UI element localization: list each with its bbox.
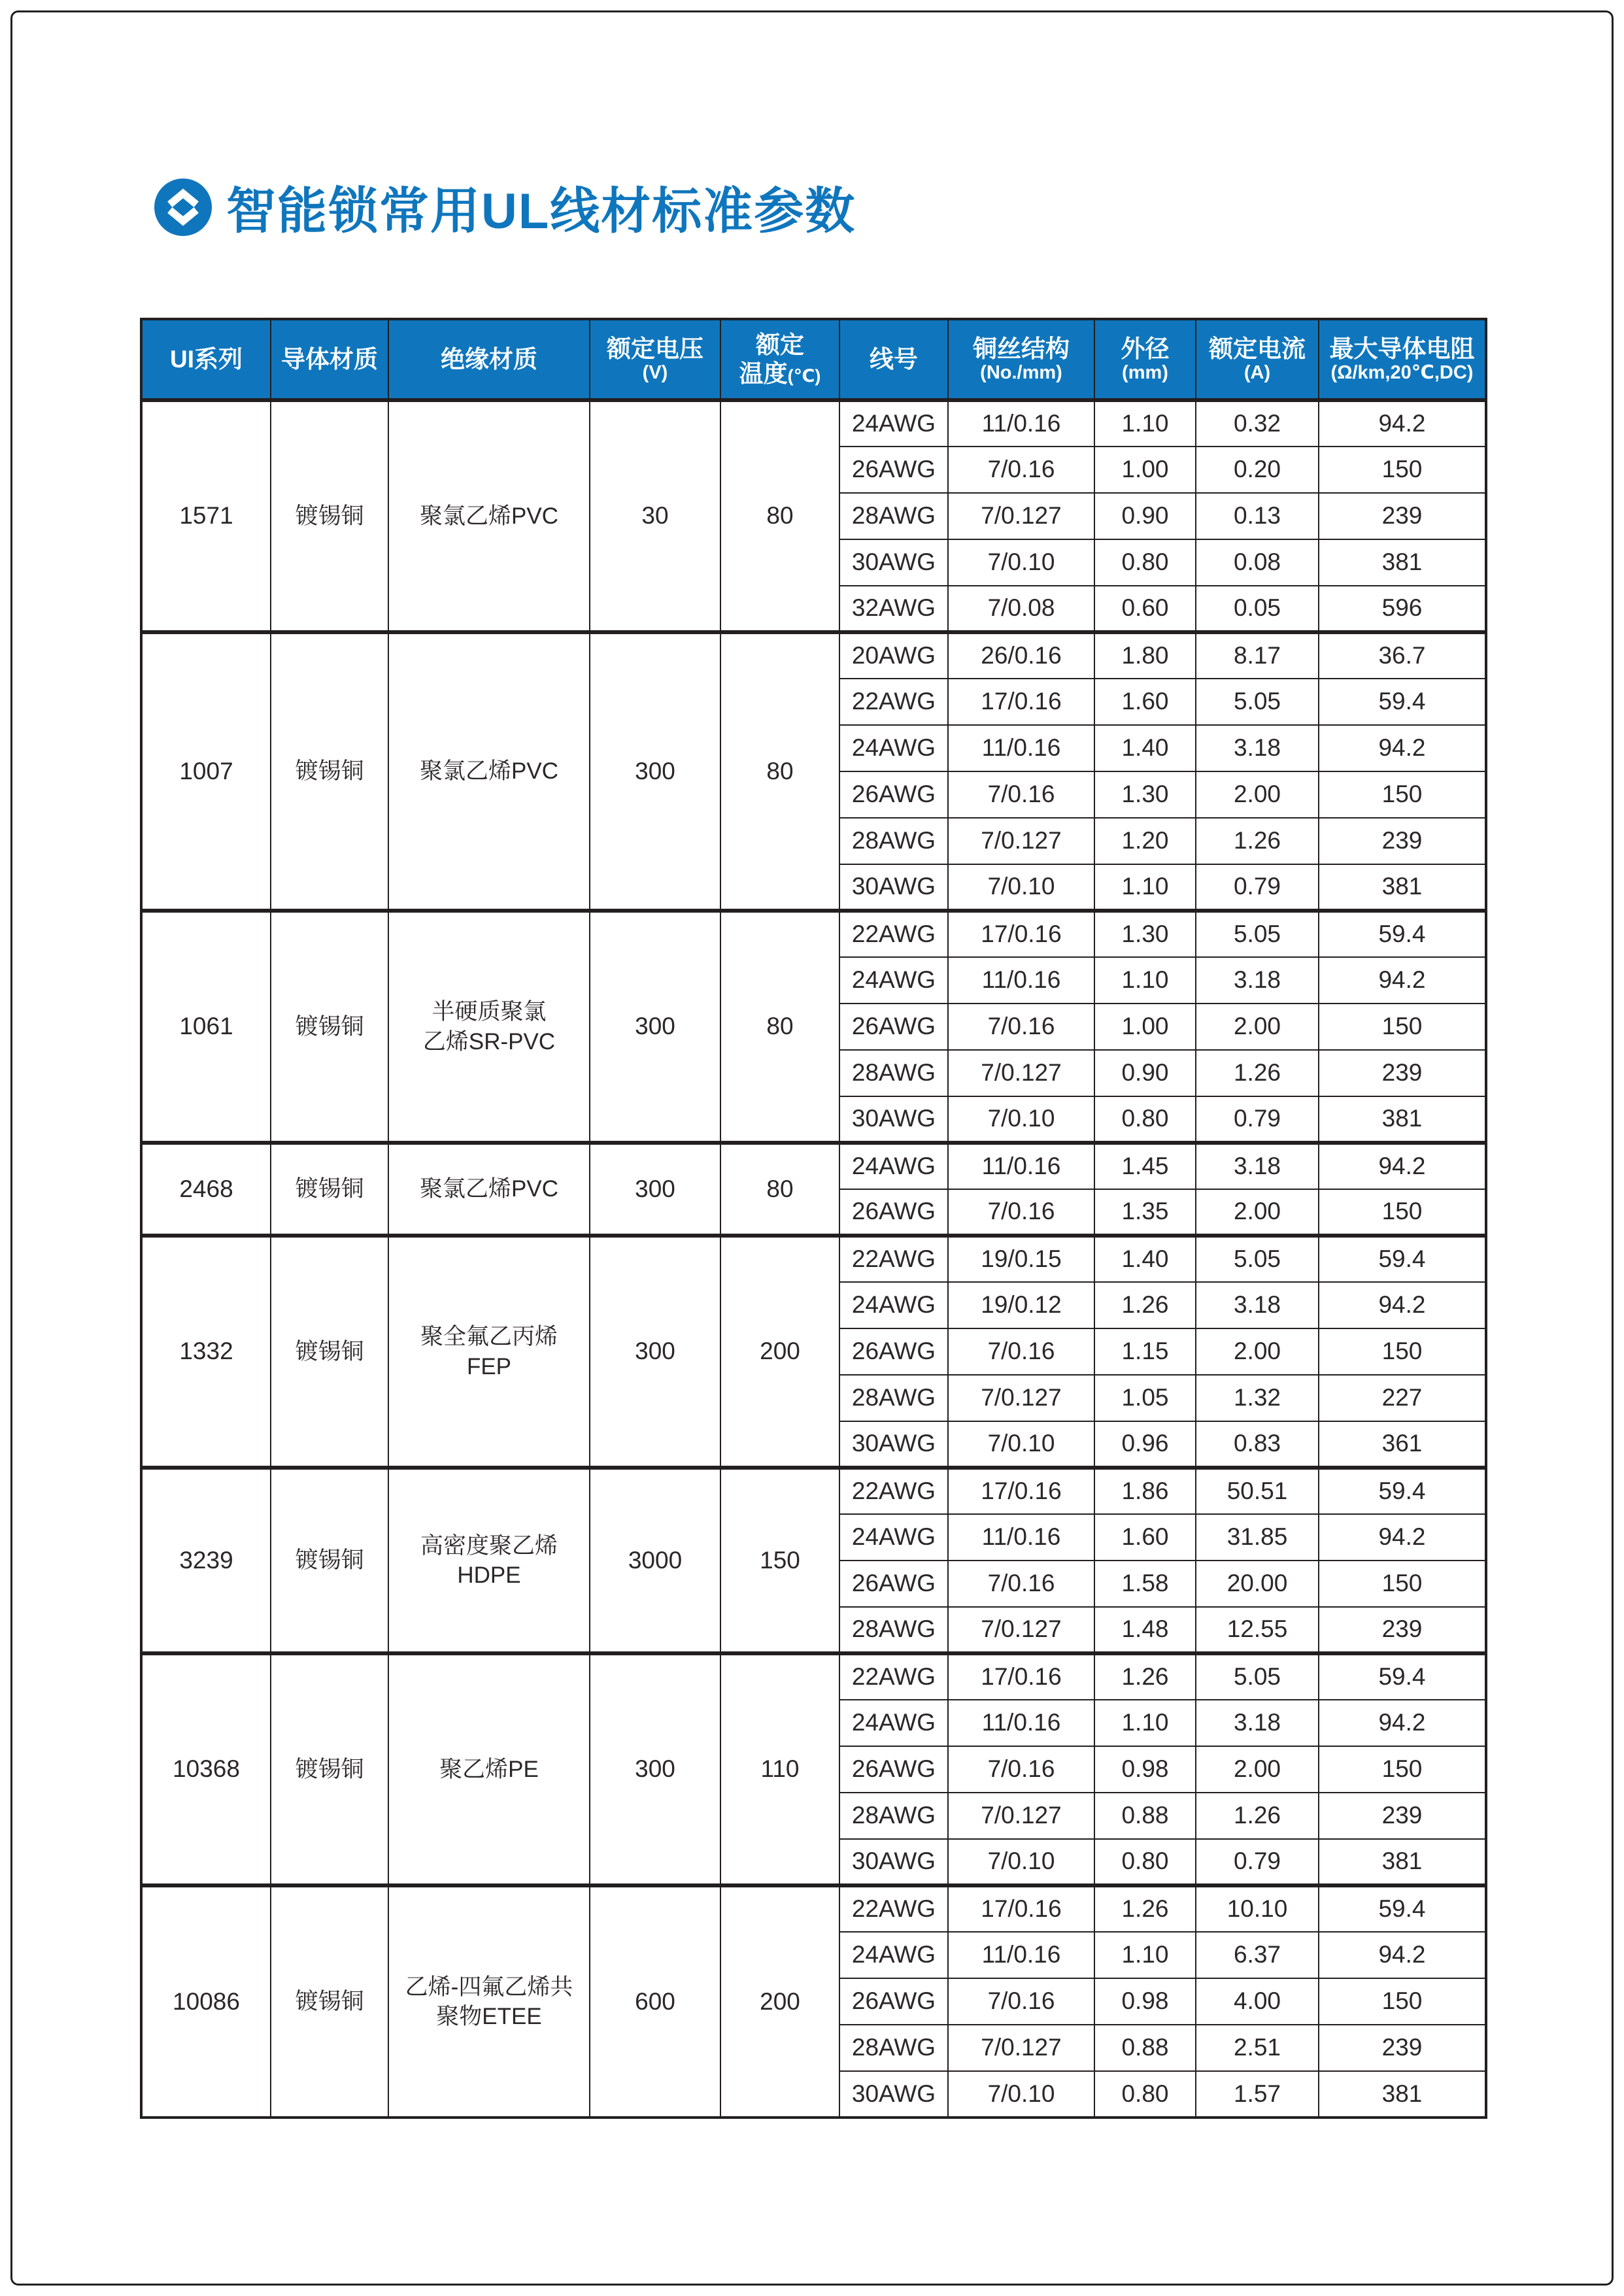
temperature-cell: 110 <box>720 1653 839 1885</box>
column-header-od: 外径 (mm) <box>1094 319 1196 400</box>
strands-cell: 7/0.127 <box>948 1607 1094 1653</box>
od-cell: 1.10 <box>1094 864 1196 911</box>
od-cell: 1.10 <box>1094 1932 1196 1978</box>
strands-cell: 7/0.16 <box>948 1978 1094 2025</box>
gauge-cell: 24AWG <box>839 725 948 771</box>
resistance-cell: 94.2 <box>1319 1143 1486 1189</box>
current-cell: 50.51 <box>1196 1468 1319 1514</box>
strands-cell: 7/0.127 <box>948 2025 1094 2071</box>
od-cell: 1.58 <box>1094 1561 1196 1607</box>
resistance-cell: 381 <box>1319 1839 1486 1885</box>
resistance-cell: 227 <box>1319 1375 1486 1421</box>
od-cell: 0.96 <box>1094 1421 1196 1468</box>
gauge-cell: 24AWG <box>839 1282 948 1328</box>
strands-cell: 17/0.16 <box>948 1653 1094 1700</box>
resistance-cell: 596 <box>1319 586 1486 632</box>
wire-table <box>140 318 1487 2119</box>
od-cell: 1.05 <box>1094 1375 1196 1421</box>
gauge-cell: 28AWG <box>839 1050 948 1096</box>
gauge-cell: 20AWG <box>839 632 948 679</box>
od-cell: 1.60 <box>1094 679 1196 725</box>
table-row <box>141 1653 1486 1700</box>
table-row <box>141 1885 1486 1932</box>
strands-cell: 7/0.10 <box>948 1096 1094 1143</box>
page-title: 智能锁常用UL线材标准参数 <box>226 184 856 239</box>
current-cell: 0.20 <box>1196 447 1319 493</box>
resistance-cell: 381 <box>1319 864 1486 911</box>
strands-cell: 7/0.10 <box>948 2071 1094 2118</box>
resistance-cell: 239 <box>1319 2025 1486 2071</box>
insulation-cell: 聚氯乙烯PVC <box>388 632 590 911</box>
od-cell: 0.88 <box>1094 2025 1196 2071</box>
current-cell: 0.32 <box>1196 400 1319 447</box>
gauge-cell: 28AWG <box>839 1375 948 1421</box>
gauge-cell: 30AWG <box>839 1839 948 1885</box>
column-header-series: UI系列 <box>141 319 271 400</box>
table-row <box>141 1236 1486 1282</box>
resistance-cell: 59.4 <box>1319 1236 1486 1282</box>
gauge-cell: 26AWG <box>839 1978 948 2025</box>
current-cell: 0.08 <box>1196 539 1319 586</box>
current-cell: 1.57 <box>1196 2071 1319 2118</box>
current-cell: 20.00 <box>1196 1561 1319 1607</box>
resistance-cell: 59.4 <box>1319 1653 1486 1700</box>
od-cell: 0.80 <box>1094 1096 1196 1143</box>
strands-cell: 11/0.16 <box>948 957 1094 1004</box>
current-cell: 12.55 <box>1196 1607 1319 1653</box>
gauge-cell: 28AWG <box>839 1607 948 1653</box>
resistance-cell: 94.2 <box>1319 1282 1486 1328</box>
resistance-cell: 381 <box>1319 539 1486 586</box>
table-header <box>141 319 1486 400</box>
od-cell: 1.35 <box>1094 1189 1196 1236</box>
od-cell: 1.20 <box>1094 818 1196 864</box>
od-cell: 1.40 <box>1094 1236 1196 1282</box>
strands-cell: 7/0.16 <box>948 1561 1094 1607</box>
od-cell: 0.80 <box>1094 539 1196 586</box>
resistance-cell: 361 <box>1319 1421 1486 1468</box>
resistance-cell: 94.2 <box>1319 957 1486 1004</box>
insulation-cell: 聚氯乙烯PVC <box>388 400 590 632</box>
table-row <box>141 911 1486 957</box>
series-cell: 1571 <box>141 400 271 632</box>
gauge-cell: 26AWG <box>839 1561 948 1607</box>
resistance-cell: 381 <box>1319 2071 1486 2118</box>
od-cell: 1.86 <box>1094 1468 1196 1514</box>
gauge-cell: 24AWG <box>839 400 948 447</box>
gauge-cell: 22AWG <box>839 1236 948 1282</box>
current-cell: 1.32 <box>1196 1375 1319 1421</box>
series-cell: 10368 <box>141 1653 271 1885</box>
current-cell: 3.18 <box>1196 725 1319 771</box>
conductor-cell: 镀锡铜 <box>271 1236 388 1468</box>
column-header-insulation: 绝缘材质 <box>388 319 590 400</box>
od-cell: 0.60 <box>1094 586 1196 632</box>
gauge-cell: 32AWG <box>839 586 948 632</box>
table-row <box>141 1468 1486 1514</box>
strands-cell: 7/0.10 <box>948 1421 1094 1468</box>
current-cell: 0.83 <box>1196 1421 1319 1468</box>
column-header-voltage: 额定电压 (V) <box>590 319 720 400</box>
gauge-cell: 30AWG <box>839 2071 948 2118</box>
strands-cell: 7/0.16 <box>948 1004 1094 1050</box>
table-row <box>141 1143 1486 1189</box>
gauge-cell: 26AWG <box>839 771 948 818</box>
current-cell: 3.18 <box>1196 1700 1319 1746</box>
strands-cell: 11/0.16 <box>948 725 1094 771</box>
resistance-cell: 94.2 <box>1319 1514 1486 1561</box>
gauge-cell: 28AWG <box>839 2025 948 2071</box>
od-cell: 1.40 <box>1094 725 1196 771</box>
gauge-cell: 22AWG <box>839 1653 948 1700</box>
series-cell: 3239 <box>141 1468 271 1653</box>
gauge-cell: 22AWG <box>839 1885 948 1932</box>
current-cell: 5.05 <box>1196 679 1319 725</box>
gauge-cell: 22AWG <box>839 911 948 957</box>
strands-cell: 11/0.16 <box>948 400 1094 447</box>
current-cell: 1.26 <box>1196 1050 1319 1096</box>
strands-cell: 7/0.16 <box>948 1189 1094 1236</box>
strands-cell: 11/0.16 <box>948 1700 1094 1746</box>
od-cell: 1.15 <box>1094 1328 1196 1375</box>
gauge-cell: 22AWG <box>839 1468 948 1514</box>
strands-cell: 7/0.10 <box>948 539 1094 586</box>
insulation-cell: 聚全氟乙丙烯 FEP <box>388 1236 590 1468</box>
resistance-cell: 94.2 <box>1319 725 1486 771</box>
strands-cell: 7/0.127 <box>948 818 1094 864</box>
gauge-cell: 26AWG <box>839 1189 948 1236</box>
od-cell: 1.00 <box>1094 1004 1196 1050</box>
strands-cell: 17/0.16 <box>948 911 1094 957</box>
gauge-cell: 26AWG <box>839 1746 948 1793</box>
gauge-cell: 30AWG <box>839 864 948 911</box>
current-cell: 1.26 <box>1196 1793 1319 1839</box>
strands-cell: 7/0.16 <box>948 771 1094 818</box>
od-cell: 0.98 <box>1094 1978 1196 2025</box>
temperature-cell: 80 <box>720 911 839 1143</box>
current-cell: 1.26 <box>1196 818 1319 864</box>
current-cell: 2.00 <box>1196 1328 1319 1375</box>
strands-cell: 17/0.16 <box>948 679 1094 725</box>
od-cell: 0.88 <box>1094 1793 1196 1839</box>
od-cell: 1.10 <box>1094 1700 1196 1746</box>
strands-cell: 17/0.16 <box>948 1468 1094 1514</box>
strands-cell: 7/0.10 <box>948 1839 1094 1885</box>
conductor-cell: 镀锡铜 <box>271 632 388 911</box>
gauge-cell: 30AWG <box>839 539 948 586</box>
insulation-cell: 高密度聚乙烯 HDPE <box>388 1468 590 1653</box>
resistance-cell: 59.4 <box>1319 1885 1486 1932</box>
voltage-cell: 300 <box>590 911 720 1143</box>
od-cell: 1.80 <box>1094 632 1196 679</box>
od-cell: 0.98 <box>1094 1746 1196 1793</box>
conductor-cell: 镀锡铜 <box>271 1468 388 1653</box>
gauge-cell: 24AWG <box>839 1932 948 1978</box>
gauge-cell: 24AWG <box>839 1514 948 1561</box>
current-cell: 0.79 <box>1196 1839 1319 1885</box>
strands-cell: 19/0.12 <box>948 1282 1094 1328</box>
gauge-cell: 26AWG <box>839 447 948 493</box>
series-cell: 1007 <box>141 632 271 911</box>
series-cell: 2468 <box>141 1143 271 1236</box>
strands-cell: 17/0.16 <box>948 1885 1094 1932</box>
resistance-cell: 59.4 <box>1319 911 1486 957</box>
column-header-strands: 铜丝结构 (No./mm) <box>948 319 1094 400</box>
od-cell: 1.26 <box>1094 1282 1196 1328</box>
resistance-cell: 150 <box>1319 1746 1486 1793</box>
insulation-cell: 乙烯-四氟乙烯共 聚物ETEE <box>388 1885 590 2118</box>
strands-cell: 7/0.10 <box>948 864 1094 911</box>
voltage-cell: 300 <box>590 1653 720 1885</box>
resistance-cell: 239 <box>1319 493 1486 539</box>
od-cell: 1.30 <box>1094 771 1196 818</box>
resistance-cell: 94.2 <box>1319 1700 1486 1746</box>
conductor-cell: 镀锡铜 <box>271 1653 388 1885</box>
conductor-cell: 镀锡铜 <box>271 400 388 632</box>
table-body <box>141 400 1486 2118</box>
series-cell: 1061 <box>141 911 271 1143</box>
conductor-cell: 镀锡铜 <box>271 1885 388 2118</box>
resistance-cell: 94.2 <box>1319 1932 1486 1978</box>
current-cell: 6.37 <box>1196 1932 1319 1978</box>
table-row <box>141 632 1486 679</box>
resistance-cell: 59.4 <box>1319 1468 1486 1514</box>
strands-cell: 7/0.127 <box>948 1793 1094 1839</box>
gauge-cell: 28AWG <box>839 818 948 864</box>
strands-cell: 7/0.16 <box>948 1328 1094 1375</box>
temperature-cell: 80 <box>720 632 839 911</box>
resistance-cell: 150 <box>1319 447 1486 493</box>
strands-cell: 7/0.127 <box>948 493 1094 539</box>
resistance-cell: 150 <box>1319 1561 1486 1607</box>
resistance-cell: 239 <box>1319 1607 1486 1653</box>
resistance-cell: 150 <box>1319 771 1486 818</box>
insulation-cell: 半硬质聚氯 乙烯SR-PVC <box>388 911 590 1143</box>
temperature-cell: 150 <box>720 1468 839 1653</box>
gauge-cell: 24AWG <box>839 1143 948 1189</box>
header-row <box>141 319 1486 400</box>
od-cell: 0.90 <box>1094 493 1196 539</box>
resistance-cell: 94.2 <box>1319 400 1486 447</box>
conductor-cell: 镀锡铜 <box>271 1143 388 1236</box>
strands-cell: 7/0.127 <box>948 1375 1094 1421</box>
resistance-cell: 150 <box>1319 1004 1486 1050</box>
strands-cell: 11/0.16 <box>948 1514 1094 1561</box>
od-cell: 0.80 <box>1094 1839 1196 1885</box>
od-cell: 1.26 <box>1094 1653 1196 1700</box>
strands-cell: 26/0.16 <box>948 632 1094 679</box>
temperature-cell: 200 <box>720 1236 839 1468</box>
strands-cell: 7/0.127 <box>948 1050 1094 1096</box>
column-header-current: 额定电流 (A) <box>1196 319 1319 400</box>
current-cell: 0.79 <box>1196 1096 1319 1143</box>
current-cell: 5.05 <box>1196 911 1319 957</box>
resistance-cell: 150 <box>1319 1328 1486 1375</box>
current-cell: 3.18 <box>1196 1282 1319 1328</box>
strands-cell: 7/0.16 <box>948 447 1094 493</box>
voltage-cell: 30 <box>590 400 720 632</box>
od-cell: 0.90 <box>1094 1050 1196 1096</box>
series-cell: 1332 <box>141 1236 271 1468</box>
current-cell: 0.79 <box>1196 864 1319 911</box>
title-bar <box>154 171 856 243</box>
current-cell: 3.18 <box>1196 957 1319 1004</box>
voltage-cell: 300 <box>590 632 720 911</box>
gauge-cell: 22AWG <box>839 679 948 725</box>
gauge-cell: 26AWG <box>839 1004 948 1050</box>
voltage-cell: 600 <box>590 1885 720 2118</box>
resistance-cell: 150 <box>1319 1189 1486 1236</box>
strands-cell: 19/0.15 <box>948 1236 1094 1282</box>
resistance-cell: 150 <box>1319 1978 1486 2025</box>
series-cell: 10086 <box>141 1885 271 2118</box>
strands-cell: 11/0.16 <box>948 1143 1094 1189</box>
od-cell: 1.10 <box>1094 400 1196 447</box>
current-cell: 2.00 <box>1196 1189 1319 1236</box>
table-row <box>141 400 1486 447</box>
voltage-cell: 3000 <box>590 1468 720 1653</box>
current-cell: 5.05 <box>1196 1653 1319 1700</box>
resistance-cell: 59.4 <box>1319 679 1486 725</box>
temperature-cell: 80 <box>720 400 839 632</box>
strands-cell: 7/0.16 <box>948 1746 1094 1793</box>
od-cell: 1.30 <box>1094 911 1196 957</box>
current-cell: 3.18 <box>1196 1143 1319 1189</box>
od-cell: 1.48 <box>1094 1607 1196 1653</box>
resistance-cell: 239 <box>1319 818 1486 864</box>
od-cell: 1.60 <box>1094 1514 1196 1561</box>
insulation-cell: 聚氯乙烯PVC <box>388 1143 590 1236</box>
od-cell: 1.45 <box>1094 1143 1196 1189</box>
od-cell: 1.26 <box>1094 1885 1196 1932</box>
resistance-cell: 239 <box>1319 1793 1486 1839</box>
insulation-cell: 聚乙烯PE <box>388 1653 590 1885</box>
od-cell: 0.80 <box>1094 2071 1196 2118</box>
gauge-cell: 24AWG <box>839 957 948 1004</box>
current-cell: 2.00 <box>1196 1746 1319 1793</box>
current-cell: 10.10 <box>1196 1885 1319 1932</box>
current-cell: 8.17 <box>1196 632 1319 679</box>
temperature-cell: 200 <box>720 1885 839 2118</box>
column-header-conductor: 导体材质 <box>271 319 388 400</box>
current-cell: 4.00 <box>1196 1978 1319 2025</box>
strands-cell: 11/0.16 <box>948 1932 1094 1978</box>
current-cell: 2.00 <box>1196 771 1319 818</box>
gauge-cell: 24AWG <box>839 1700 948 1746</box>
current-cell: 31.85 <box>1196 1514 1319 1561</box>
voltage-cell: 300 <box>590 1236 720 1468</box>
od-cell: 1.10 <box>1094 957 1196 1004</box>
resistance-cell: 381 <box>1319 1096 1486 1143</box>
gauge-cell: 30AWG <box>839 1096 948 1143</box>
current-cell: 0.13 <box>1196 493 1319 539</box>
conductor-cell: 镀锡铜 <box>271 911 388 1143</box>
column-header-temperature: 额定 温度(℃) <box>720 319 839 400</box>
current-cell: 0.05 <box>1196 586 1319 632</box>
voltage-cell: 300 <box>590 1143 720 1236</box>
gauge-cell: 28AWG <box>839 493 948 539</box>
current-cell: 5.05 <box>1196 1236 1319 1282</box>
gauge-cell: 26AWG <box>839 1328 948 1375</box>
column-header-gauge: 线号 <box>839 319 948 400</box>
resistance-cell: 36.7 <box>1319 632 1486 679</box>
current-cell: 2.51 <box>1196 2025 1319 2071</box>
od-cell: 1.00 <box>1094 447 1196 493</box>
column-header-resistance: 最大导体电阻 (Ω/km,20℃,DC) <box>1319 319 1486 400</box>
strands-cell: 7/0.08 <box>948 586 1094 632</box>
gauge-cell: 28AWG <box>839 1793 948 1839</box>
resistance-cell: 239 <box>1319 1050 1486 1096</box>
updown-chevron-circle-icon <box>154 178 212 236</box>
current-cell: 2.00 <box>1196 1004 1319 1050</box>
gauge-cell: 30AWG <box>839 1421 948 1468</box>
temperature-cell: 80 <box>720 1143 839 1236</box>
